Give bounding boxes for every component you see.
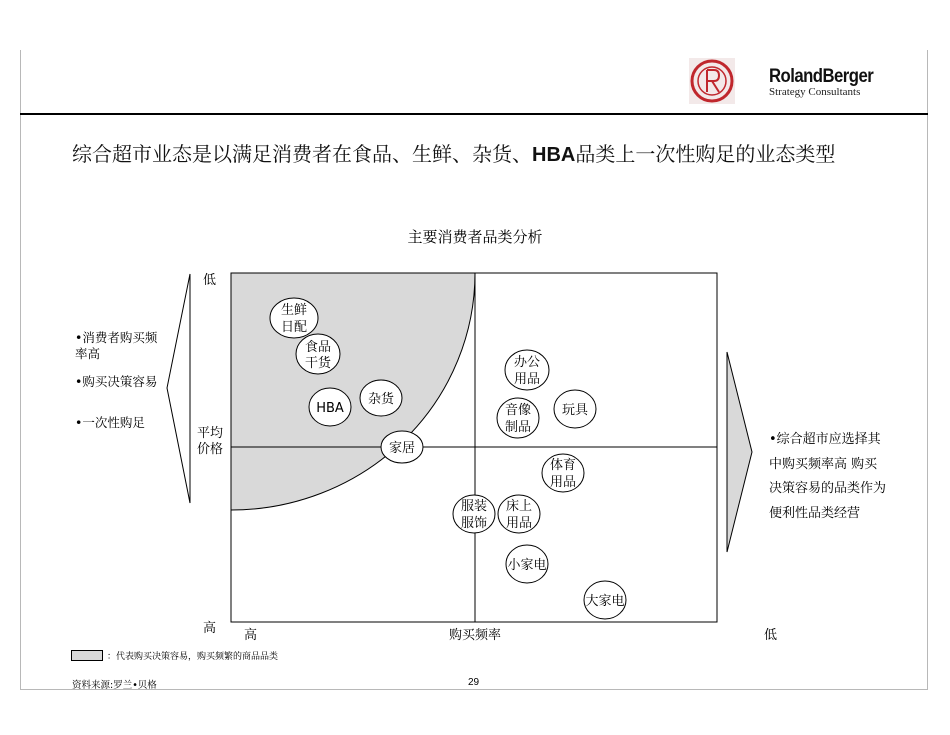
bubble-food bbox=[296, 334, 340, 374]
svg-text:干货: 干货 bbox=[304, 356, 332, 371]
svg-text:HBA: HBA bbox=[316, 401, 344, 416]
svg-text:音像: 音像 bbox=[504, 403, 532, 418]
bubble-sports bbox=[542, 454, 584, 492]
bubble-home bbox=[381, 431, 423, 463]
left-arrow-icon bbox=[167, 274, 190, 503]
bubble-fresh bbox=[270, 298, 318, 338]
bubble-hba bbox=[309, 388, 351, 426]
page-number: 29 bbox=[468, 677, 480, 688]
y-axis-top-label: 低 bbox=[203, 273, 217, 288]
x-axis-title: 购买频率 bbox=[449, 628, 502, 643]
svg-text:服饰: 服饰 bbox=[460, 516, 488, 531]
logo-tagline: Strategy Consultants bbox=[769, 86, 861, 98]
bubble-office bbox=[505, 350, 549, 390]
y-axis-mid-label-line2: 价格 bbox=[197, 442, 224, 457]
svg-text:服装: 服装 bbox=[460, 499, 488, 514]
x-axis-left-label: 高 bbox=[244, 628, 258, 643]
svg-text:家居: 家居 bbox=[388, 441, 416, 456]
bubble-toys bbox=[554, 390, 596, 428]
source-note: 资料来源:罗兰•贝格 bbox=[72, 680, 157, 691]
svg-text:玩具: 玩具 bbox=[561, 403, 589, 418]
legend-swatch bbox=[71, 650, 103, 661]
svg-text:用品: 用品 bbox=[513, 372, 541, 387]
bubble-grocery bbox=[360, 380, 402, 416]
svg-text:小家电: 小家电 bbox=[507, 558, 547, 573]
shaded-region bbox=[231, 273, 475, 510]
legend-text: ：代表购买决策容易，购买频繁的商品品类 bbox=[107, 652, 279, 662]
bubble-apparel bbox=[453, 495, 495, 533]
svg-text:用品: 用品 bbox=[505, 516, 533, 531]
svg-text:用品: 用品 bbox=[549, 475, 577, 490]
left-note-2: •购买决策容易 bbox=[75, 374, 158, 389]
svg-text:日配: 日配 bbox=[280, 320, 308, 335]
page-headline: 综合超市业态是以满足消费者在食品、生鲜、杂货、HBA品类上一次性购足的业态类型 bbox=[72, 142, 836, 166]
logo-wordmark: RolandBerger bbox=[769, 66, 874, 87]
diagram-title: 主要消费者品类分析 bbox=[407, 228, 543, 246]
y-axis-bottom-label: 高 bbox=[203, 621, 217, 636]
bubble-bedding bbox=[498, 495, 540, 533]
svg-text:体育: 体育 bbox=[549, 458, 577, 473]
svg-text:办公: 办公 bbox=[513, 355, 541, 370]
x-axis-right-label: 低 bbox=[764, 628, 778, 643]
svg-text:床上: 床上 bbox=[505, 499, 533, 514]
bubble-small-appliance bbox=[506, 545, 548, 583]
svg-text:制品: 制品 bbox=[504, 420, 532, 435]
svg-text:食品: 食品 bbox=[304, 340, 332, 355]
svg-text:杂货: 杂货 bbox=[367, 392, 395, 407]
right-conclusion-note: •综合超市应选择其中购买频率高 购买决策容易的品类作为便利性品类经营 bbox=[769, 432, 887, 521]
bubble-large-appliance bbox=[584, 581, 626, 619]
svg-text:生鲜: 生鲜 bbox=[280, 303, 308, 318]
y-axis-mid-label-line1: 平均 bbox=[197, 426, 224, 441]
right-arrow-icon bbox=[727, 352, 752, 552]
left-note-3: •一次性购足 bbox=[75, 415, 145, 430]
left-note-1: •消费者购买频率高 bbox=[75, 330, 158, 361]
bubble-av bbox=[497, 398, 539, 438]
svg-text:大家电: 大家电 bbox=[585, 594, 625, 609]
